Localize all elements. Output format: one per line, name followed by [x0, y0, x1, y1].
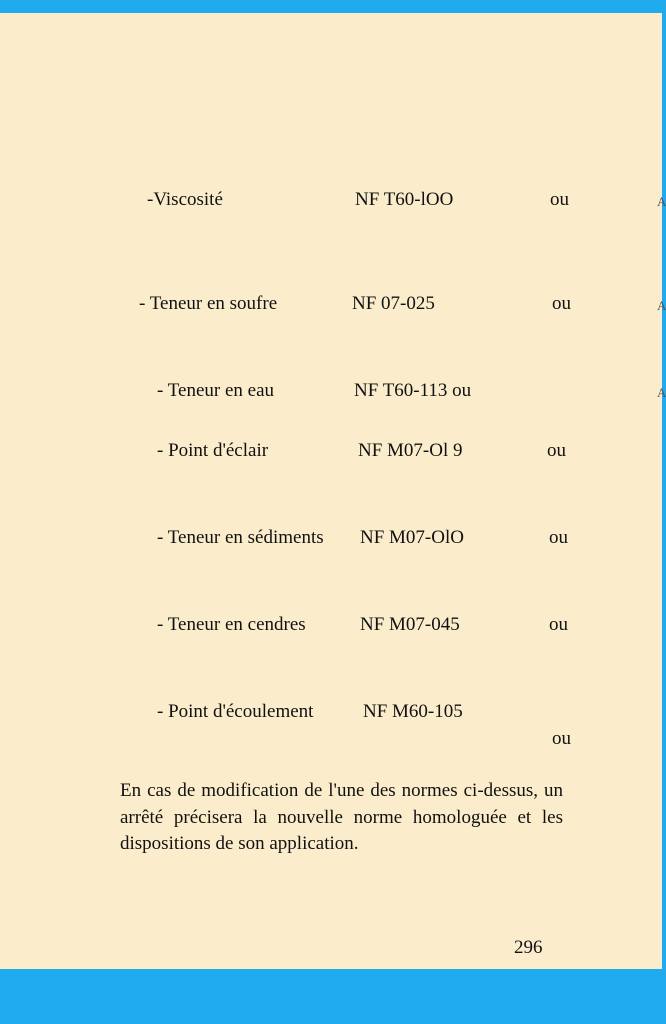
row-label-cendres: - Teneur en cendres [157, 614, 306, 635]
row-label-sediments: - Teneur en sédiments [157, 527, 324, 548]
row-norm-ecoulement: NF M60-105 [363, 701, 463, 722]
row-connector-ecoulement: ou [552, 728, 571, 749]
row-connector-viscosite: ou [550, 189, 569, 210]
row-norm-sediments: NF M07-OlO [360, 527, 464, 548]
row-norm-eau: NF T60-113 ou [354, 380, 472, 401]
top-frame-bar [0, 0, 662, 13]
bottom-frame-bar [0, 969, 662, 1024]
document-page [0, 13, 666, 969]
row-edge-viscosite: A [657, 194, 666, 209]
row-edge-soufre: A [657, 298, 666, 313]
row-label-eclair: - Point d'éclair [157, 440, 269, 461]
row-label-eau: - Teneur en eau [157, 380, 275, 401]
row-label-ecoulement: - Point d'écoulement [157, 701, 314, 722]
row-norm-soufre: NF 07-025 [352, 293, 435, 314]
row-label-soufre: - Teneur en soufre [139, 293, 278, 314]
row-connector-soufre: ou [552, 293, 571, 314]
row-connector-sediments: ou [549, 527, 568, 548]
row-norm-eclair: NF M07-Ol 9 [358, 440, 463, 461]
page-number: 296 [514, 937, 543, 958]
closing-paragraph: En cas de modification de l'une des normes ci-dessus, un arrêté précisera la nouvelle norme homologuée et les dispositions de son application. [120, 780, 563, 854]
row-connector-cendres: ou [549, 614, 568, 635]
row-norm-viscosite: NF T60-lOO [355, 189, 454, 210]
row-edge-eau: A [657, 385, 666, 400]
row-connector-eclair: ou [547, 440, 566, 461]
row-norm-cendres: NF M07-045 [360, 614, 460, 635]
row-label-viscosite: -Viscosité [147, 189, 223, 210]
